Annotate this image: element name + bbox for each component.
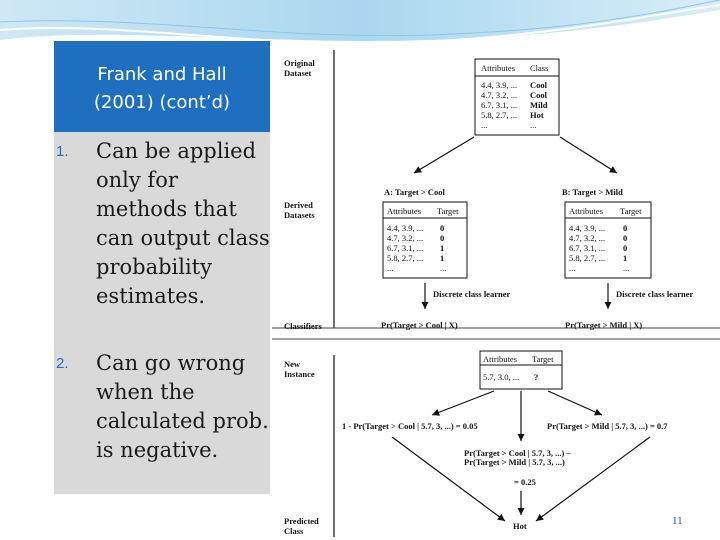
table-cell: ... bbox=[623, 263, 630, 273]
derived-table-a bbox=[383, 202, 467, 278]
table-header: Attributes bbox=[483, 354, 517, 364]
bullet-2-line: Can go wrong bbox=[96, 351, 246, 375]
table-cell: 4.7, 3.2, ... bbox=[481, 90, 518, 100]
table-cell: 5.8, 2.7, ... bbox=[387, 253, 424, 263]
bullet-2-number: 2. bbox=[56, 355, 69, 372]
table-header: Class bbox=[530, 63, 549, 73]
table-cell: 4.4, 3.9, ... bbox=[387, 223, 424, 233]
label-original: Dataset bbox=[284, 68, 312, 78]
table-cell: ... bbox=[387, 263, 394, 273]
label-new: Instance bbox=[284, 369, 315, 379]
table-cell: 4.4, 3.9, ... bbox=[569, 223, 606, 233]
calc-hot: Pr(Target > Mild | 5.7, 3, ...) = 0.7 bbox=[547, 421, 668, 431]
table-cell: Cool bbox=[530, 90, 547, 100]
slide-title bbox=[54, 41, 270, 132]
label-predicted: Predicted bbox=[284, 516, 319, 526]
table-cell: ? bbox=[534, 372, 539, 382]
table-cell: 6.7, 3.1, ... bbox=[387, 243, 424, 253]
table-cell: 4.7, 3.2, ... bbox=[387, 233, 424, 243]
table-header: Attributes bbox=[387, 206, 421, 216]
title-line-2: (2001) (cont’d) bbox=[93, 92, 231, 113]
label-original: Original bbox=[284, 58, 315, 68]
derived-a-title: A: Target > Cool bbox=[384, 187, 445, 197]
table-cell: 5.7, 3.0, ... bbox=[483, 372, 520, 382]
table-header: Target bbox=[620, 206, 642, 216]
classifier-b: Pr(Target > Mild | X) bbox=[565, 320, 643, 330]
arrow bbox=[432, 391, 494, 415]
table-cell: 0 bbox=[623, 233, 628, 243]
table-header: Target bbox=[532, 354, 554, 364]
table-cell: ... bbox=[530, 120, 537, 130]
table-cell: 6.7, 3.1, ... bbox=[481, 100, 518, 110]
arrow bbox=[560, 137, 617, 173]
label-derived: Derived bbox=[284, 200, 313, 210]
title-line-1: Frank and Hall bbox=[97, 64, 227, 85]
table-cell: 0 bbox=[440, 223, 445, 233]
arrow bbox=[414, 137, 474, 173]
calc-mild: = 0.25 bbox=[514, 477, 536, 487]
table-cell: 0 bbox=[440, 233, 445, 243]
bullet-1-line: methods that bbox=[96, 197, 237, 221]
bullet-1-line: probability bbox=[96, 255, 212, 279]
table-cell: 1 bbox=[623, 253, 628, 263]
frank-hall-diagram bbox=[272, 45, 720, 540]
table-cell: ... bbox=[481, 120, 488, 130]
label-predicted: Class bbox=[284, 526, 304, 536]
table-cell: Cool bbox=[530, 80, 547, 90]
table-cell: 6.7, 3.1, ... bbox=[569, 243, 606, 253]
table-header: Attributes bbox=[481, 63, 515, 73]
bullet-1-line: only for bbox=[96, 168, 178, 192]
table-cell: 0 bbox=[623, 243, 628, 253]
classifier-a: Pr(Target > Cool | X) bbox=[381, 320, 458, 330]
learner-label-b: Discrete class learner bbox=[616, 289, 694, 299]
table-cell: 4.4, 3.9, ... bbox=[481, 80, 518, 90]
page-number: 11 bbox=[672, 515, 683, 527]
label-derived: Datasets bbox=[284, 210, 315, 220]
bullet-2-line: is negative. bbox=[96, 438, 219, 462]
label-new: New bbox=[284, 359, 301, 369]
bullet-2-line: when the bbox=[96, 380, 195, 404]
table-cell: Mild bbox=[530, 100, 548, 110]
learner-label-a: Discrete class learner bbox=[433, 289, 511, 299]
table-cell: ... bbox=[569, 263, 576, 273]
original-dataset-table bbox=[475, 59, 559, 135]
bullet-2-line: calculated prob. bbox=[96, 409, 269, 433]
derived-b-title: B: Target > Mild bbox=[562, 187, 623, 197]
table-cell: 0 bbox=[623, 223, 628, 233]
calc-cool: 1 - Pr(Target > Cool | 5.7, 3, ...) = 0.05 bbox=[342, 421, 478, 431]
calc-mild: Pr(Target > Cool | 5.7, 3, ...) – bbox=[464, 448, 571, 458]
derived-table-b bbox=[565, 202, 651, 278]
table-cell: Hot bbox=[530, 110, 544, 120]
bullet-2-text bbox=[96, 349, 269, 465]
bullet-1-line: Can be applied bbox=[96, 139, 257, 163]
calc-mild: Pr(Target > Mild | 5.7, 3, ...) bbox=[464, 457, 565, 467]
table-cell: 1 bbox=[440, 253, 445, 263]
new-instance-table bbox=[480, 351, 562, 389]
table-cell: 4.7, 3.2, ... bbox=[569, 233, 606, 243]
bullet-1 bbox=[56, 137, 270, 311]
arrow bbox=[548, 391, 602, 415]
predicted-class: Hot bbox=[513, 521, 527, 531]
label-classifiers: Classifiers bbox=[284, 321, 322, 331]
bullet-2 bbox=[56, 349, 269, 465]
table-cell: 1 bbox=[440, 243, 445, 253]
bullet-1-number: 1. bbox=[56, 143, 69, 160]
table-cell: 5.8, 2.7, ... bbox=[481, 110, 518, 120]
bullet-1-line: can output class bbox=[96, 226, 270, 250]
table-cell: 5.8, 2.7, ... bbox=[569, 253, 606, 263]
table-header: Attributes bbox=[569, 206, 603, 216]
bullet-1-line: estimates. bbox=[96, 284, 206, 308]
table-header: Target bbox=[437, 206, 459, 216]
bullet-1-text bbox=[96, 137, 270, 311]
table-cell: ... bbox=[440, 263, 447, 273]
